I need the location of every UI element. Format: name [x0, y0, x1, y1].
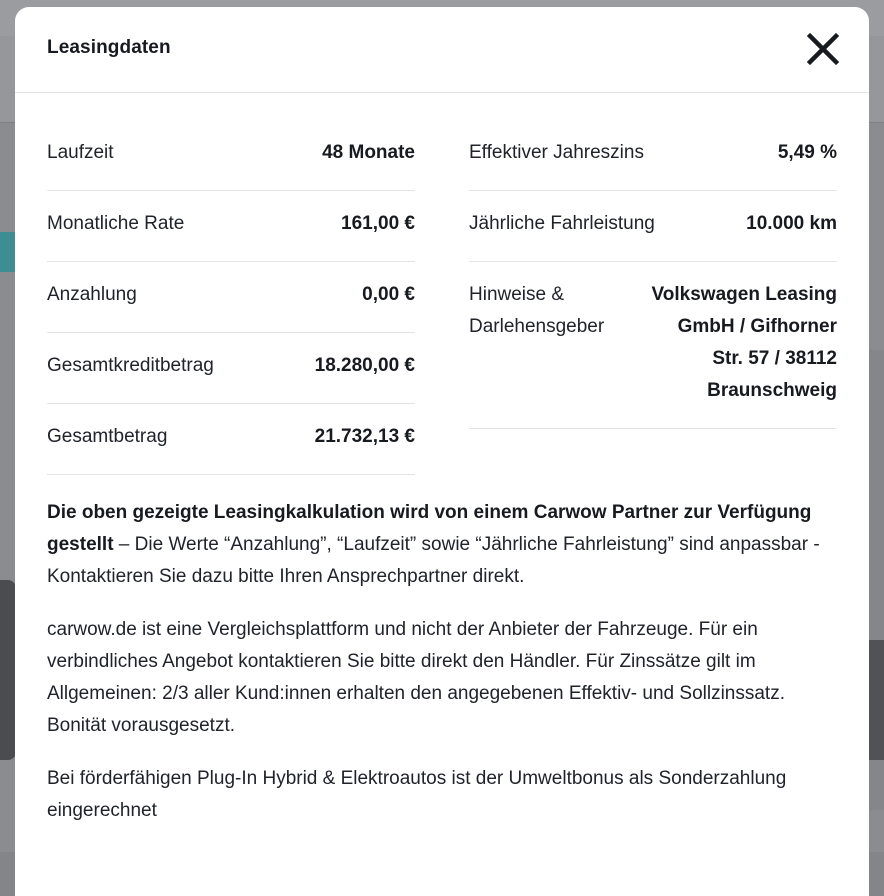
row-effektiver-jahreszins — [469, 120, 837, 191]
leasing-data-left-column — [47, 120, 415, 475]
row-value: 161,00 € — [341, 213, 415, 234]
row-value: Volkswagen Leasing GmbH / Gifhorner Str. 57 / 38112 Braunschweig — [651, 284, 837, 401]
row-value: 18.280,00 € — [314, 355, 415, 376]
close-icon — [805, 31, 841, 67]
row-label: Gesamtbetrag — [47, 426, 168, 447]
row-label: Jährliche Fahrleistung — [469, 213, 655, 234]
background-car-image-right — [868, 640, 884, 760]
disclaimer-partner-bold: Die oben gezeigte Leasingkalkulation wird von einem Carwow Partner zur Verfügung gestellt — [47, 502, 812, 555]
background-teal-button — [0, 232, 16, 272]
disclaimer-partner — [47, 497, 837, 593]
row-jaehrliche-fahrleistung — [469, 191, 837, 262]
row-label: Monatliche Rate — [47, 213, 185, 234]
row-label: Hinweise & Darlehensgeber — [469, 284, 605, 337]
row-hinweise-darlehensgeber — [469, 262, 837, 429]
leasing-data-right-column — [469, 120, 837, 475]
modal-body — [15, 93, 869, 827]
row-value: 48 Monate — [322, 142, 415, 163]
row-monatliche-rate — [47, 191, 415, 262]
leasing-modal — [15, 7, 869, 896]
disclaimer-umweltbonus: Bei förderfähigen Plug-In Hybrid & Elektroautos ist der Umweltbonus als Sonderzahlung eingerechnet — [47, 768, 787, 821]
row-anzahlung — [47, 262, 415, 333]
row-laufzeit — [47, 120, 415, 191]
row-value: 10.000 km — [746, 213, 837, 234]
row-label: Laufzeit — [47, 142, 114, 163]
background-car-image-left — [0, 580, 16, 760]
disclaimer-partner-text: – Die Werte “Anzahlung”, “Laufzeit” sowie “Jährliche Fahrleistung” sind anpassbar - Kontaktieren Sie dazu bitte Ihren Ansprechpartner direkt. — [47, 534, 820, 587]
row-gesamtbetrag — [47, 404, 415, 475]
row-value: 21.732,13 € — [314, 426, 415, 447]
row-value: 0,00 € — [362, 284, 415, 305]
row-label: Anzahlung — [47, 284, 137, 305]
row-value: 5,49 % — [777, 142, 837, 163]
disclaimer-platform: carwow.de ist eine Vergleichsplattform und nicht der Anbieter der Fahrzeuge. Für ein verbindliches Angebot kontaktieren Sie bitte direkt den Händler. Für Zinssätze gilt im Allgemeinen: 2/3 aller Kund:innen erhalten den angegebenen Effektiv- und Sollzinssatz. Bonität vorausgesetzt. — [47, 619, 785, 736]
modal-title: Leasingdaten — [47, 37, 171, 58]
leasing-data-grid — [47, 120, 837, 475]
modal-header — [15, 7, 869, 93]
row-gesamtkreditbetrag — [47, 333, 415, 404]
row-label: Effektiver Jahreszins — [469, 142, 644, 163]
row-label: Gesamtkreditbetrag — [47, 355, 214, 376]
close-button[interactable] — [805, 31, 841, 67]
